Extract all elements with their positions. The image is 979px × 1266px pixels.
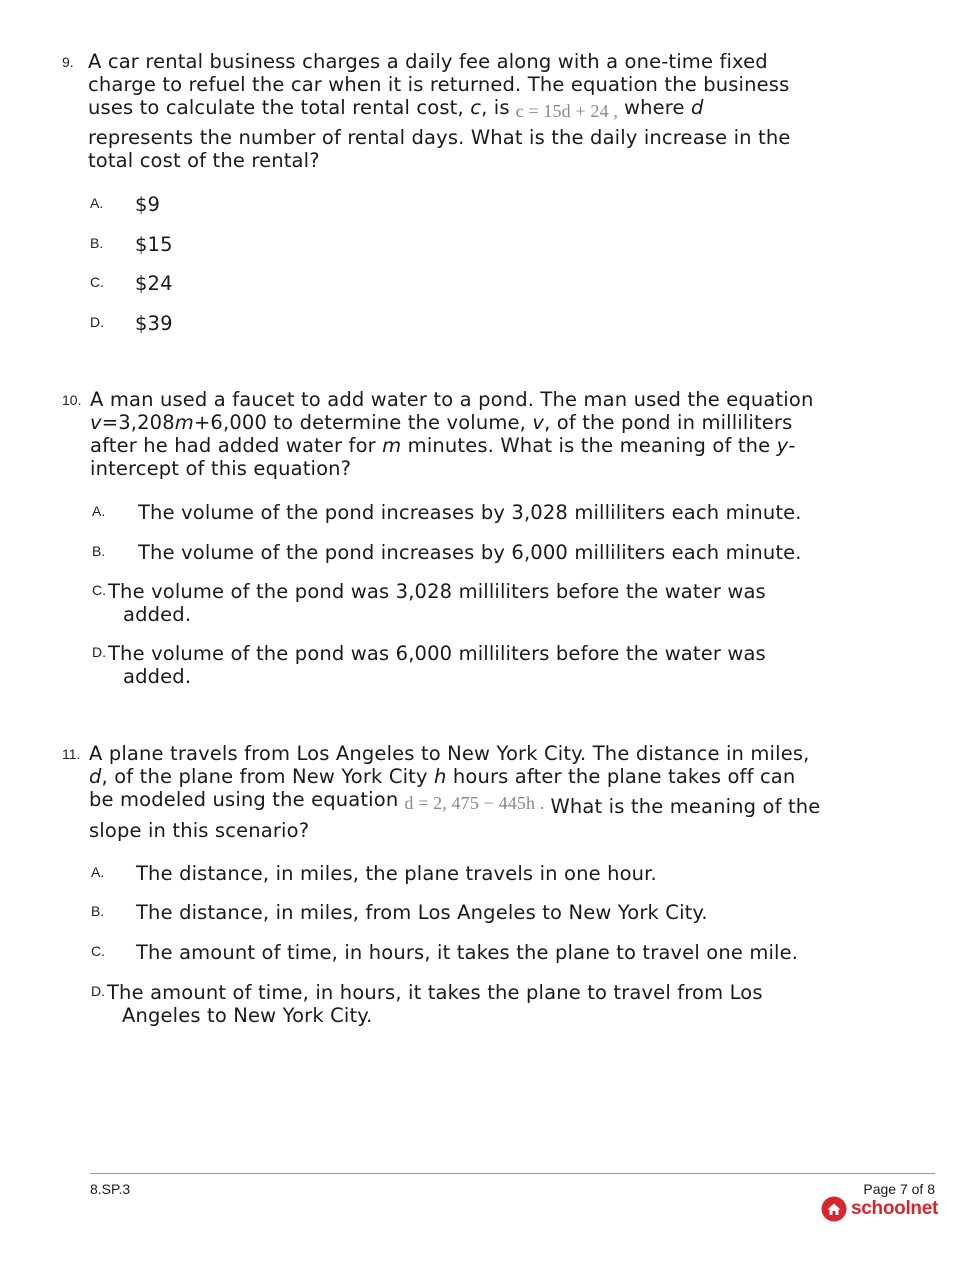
choice-text: The volume of the pond was 3,028 milliliters before the water was added. <box>108 580 766 626</box>
choice-text: The volume of the pond was 6,000 milliliters before the water was added. <box>108 642 766 688</box>
choice-text: $39 <box>135 312 173 335</box>
choice-label: D. <box>90 314 104 330</box>
choice-text: The distance, in miles, from Los Angeles to New York City. <box>136 901 708 924</box>
choice-label: C. <box>91 943 105 959</box>
schoolnet-logo: schoolnet <box>821 1196 938 1222</box>
question-9 <box>62 50 822 172</box>
question-stem: A car rental business charges a daily fee along with a one-time fixed charge to refuel the car when it is returned. The equation the business uses to calculate the total rental cost, c, is c = 15d + 24 , where d represents the number of rental days. What is the daily increase in the total cost of the rental? <box>88 50 791 172</box>
choice-label: B. <box>90 235 104 251</box>
choice-d[interactable] <box>92 642 808 688</box>
question-number: 9. <box>62 54 74 70</box>
choice-c[interactable] <box>92 580 808 626</box>
choice-a[interactable] <box>90 193 160 216</box>
choice-label: D. <box>92 644 106 660</box>
choice-text: The volume of the pond increases by 6,000 milliliters each minute. <box>138 541 802 564</box>
choice-text: $24 <box>135 272 173 295</box>
question-number: 11. <box>62 746 81 762</box>
standard-code: 8.SP.3 <box>90 1181 131 1197</box>
choice-text: $9 <box>135 193 161 216</box>
equation: c = 15d + 24 , <box>515 101 619 121</box>
choice-d[interactable] <box>91 981 811 1027</box>
choice-c[interactable] <box>90 272 173 295</box>
choice-d[interactable] <box>90 312 173 335</box>
choice-b[interactable] <box>90 233 173 256</box>
choice-label: C. <box>92 582 106 598</box>
house-icon <box>821 1196 847 1222</box>
question-11 <box>62 742 822 842</box>
question-10 <box>62 388 822 480</box>
choice-label: D. <box>91 983 105 999</box>
choice-text: The amount of time, in hours, it takes the plane to travel one mile. <box>136 941 799 964</box>
choice-label: A. <box>91 864 105 880</box>
question-number: 10. <box>62 392 82 408</box>
choice-label: B. <box>91 903 105 919</box>
choice-a[interactable] <box>92 501 822 524</box>
choice-b[interactable] <box>91 901 821 924</box>
choice-text: The amount of time, in hours, it takes the plane to travel from Los Angeles to New York City. <box>107 981 763 1027</box>
choice-text: The volume of the pond increases by 3,028 milliliters each minute. <box>138 501 802 524</box>
question-stem: A man used a faucet to add water to a pond. The man used the equation v=3,208m+6,000 to determine the volume, v, of the pond in milliliters after he had added water for m minutes. What is the meaning of the y-intercept of this equation? <box>90 388 814 480</box>
equation: d = 2, 475 − 445h . <box>404 793 545 813</box>
choice-text: The distance, in miles, the plane travels in one hour. <box>136 862 657 885</box>
choice-label: B. <box>92 543 106 559</box>
choice-label: A. <box>90 195 104 211</box>
choice-label: C. <box>90 274 104 290</box>
page-indicator: Page 7 of 8 <box>863 1181 935 1197</box>
choice-c[interactable] <box>91 941 821 964</box>
choice-label: A. <box>92 503 106 519</box>
choice-a[interactable] <box>91 862 821 885</box>
question-stem: A plane travels from Los Angeles to New York City. The distance in miles, d, of the plane from New York City h hours after the plane takes off can be modeled using the equation d = 2, 475 − 445h . What is the meaning of the slope in this scenario? <box>89 742 821 842</box>
choice-b[interactable] <box>92 541 822 564</box>
choice-text: $15 <box>135 233 173 256</box>
footer-divider <box>90 1173 935 1174</box>
